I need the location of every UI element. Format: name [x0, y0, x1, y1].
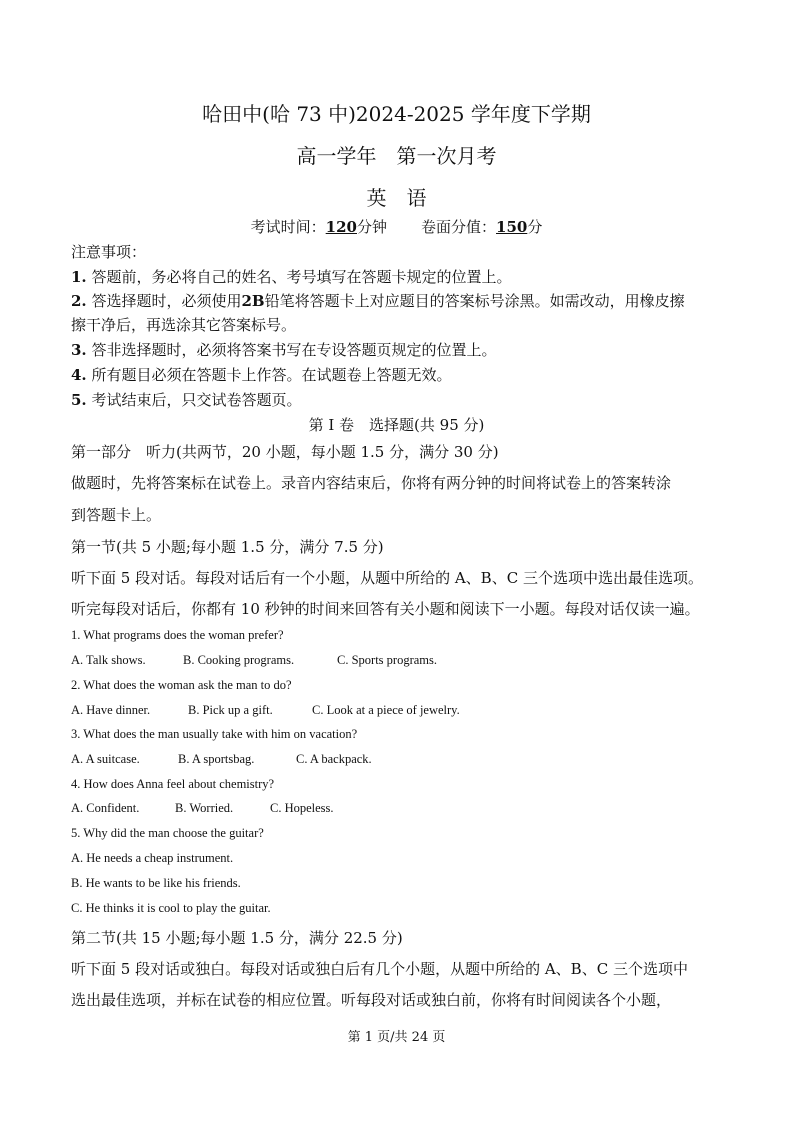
- note-number: 1.: [71, 268, 87, 286]
- question-5-option-c: C. He thinks it is cool to play the guitar.: [71, 901, 271, 915]
- question-3: 3. What does the man usually take with him on vacation?: [71, 727, 358, 741]
- option-a: A. Talk shows.: [71, 653, 146, 667]
- exam-subtitle: 高一学年 第一次月考: [296, 144, 497, 168]
- question-5-option-a: A. He needs a cheap instrument.: [71, 851, 234, 865]
- section1-instruction-cont: 听完每段对话后，你都有 10 秒钟的时间来回答有关小题和阅读下一小题。每段对话仅读一遍。: [71, 600, 700, 618]
- note-number: 4.: [71, 366, 87, 384]
- option-b: B. Worried.: [175, 801, 234, 815]
- subject-title: 英 语: [366, 186, 427, 210]
- option-a: A. Confident.: [71, 801, 140, 815]
- question-3-options: [71, 752, 372, 767]
- score-label: 卷面分值：: [421, 218, 497, 236]
- option-a: A. Have dinner.: [71, 703, 151, 717]
- section2-heading: 第二节(共 15 小题;每小题 1.5 分，满分 22.5 分): [71, 929, 403, 947]
- time-unit: 分钟: [356, 218, 387, 236]
- time-label: 考试时间：: [250, 218, 326, 236]
- note-bold: 2B: [241, 292, 265, 310]
- notes-heading: 注意事项：: [71, 243, 147, 261]
- note-item-5: [71, 389, 301, 410]
- option-b: B. A sportsbag.: [178, 752, 255, 766]
- question-4: 4. How does Anna feel about chemistry?: [71, 777, 275, 791]
- volume-heading: 第 I 卷 选择题(共 95 分): [308, 416, 485, 434]
- note-item-2: [71, 290, 685, 311]
- note-number: 5.: [71, 391, 87, 409]
- exam-title: 哈田中(哈 73 中)2024-2025 学年度下学期: [202, 102, 591, 126]
- option-c: C. Hopeless.: [270, 801, 334, 815]
- question-1-options: [71, 653, 437, 668]
- question-5-option-b: B. He wants to be like his friends.: [71, 876, 241, 890]
- option-c: C. A backpack.: [296, 752, 372, 766]
- question-1: 1. What programs does the woman prefer?: [71, 628, 284, 642]
- note-item-3: [71, 339, 496, 360]
- question-5: 5. Why did the man choose the guitar?: [71, 826, 264, 840]
- page-footer: 第 1 页/共 24 页: [347, 1030, 446, 1045]
- note-text: 答题前，务必将自己的姓名、考号填写在答题卡规定的位置上。: [91, 268, 512, 286]
- part1-instruction-cont: 到答题卡上。: [71, 506, 162, 524]
- note-text: 答选择题时，必须使用: [91, 292, 242, 310]
- option-b: B. Cooking programs.: [183, 653, 295, 667]
- note-item-1: [71, 266, 511, 287]
- exam-info: [0, 216, 793, 237]
- note-number: 3.: [71, 341, 87, 359]
- question-2-options: [71, 703, 460, 718]
- option-c: C. Look at a piece of jewelry.: [312, 703, 460, 717]
- note-number: 2.: [71, 292, 87, 310]
- option-a: A. A suitcase.: [71, 752, 140, 766]
- option-b: B. Pick up a gift.: [188, 703, 273, 717]
- part1-heading: 第一部分 听力(共两节，20 小题，每小题 1.5 分，满分 30 分): [71, 443, 499, 461]
- note-text: 答非选择题时，必须将答案书写在专设答题页规定的位置上。: [91, 341, 497, 359]
- note-text: 所有题目必须在答题卡上作答。在试题卷上答题无效。: [91, 366, 452, 384]
- question-4-options: [71, 801, 334, 816]
- note-item-2-cont: 擦干净后，再选涂其它答案标号。: [71, 316, 297, 334]
- note-text: 考试结束后，只交试卷答题页。: [91, 391, 302, 409]
- option-c: C. Sports programs.: [337, 653, 437, 667]
- note-item-4: [71, 364, 451, 385]
- note-text: 铅笔将答题卡上对应题目的答案标号涂黑。如需改动，用橡皮擦: [264, 292, 685, 310]
- part1-instruction: 做题时，先将答案标在试卷上。录音内容结束后，你将有两分钟的时间将试卷上的答案转涂: [71, 474, 672, 492]
- score-unit: 分: [527, 218, 543, 236]
- section2-instruction: 听下面 5 段对话或独白。每段对话或独白后有几个小题，从题中所给的 A、B、C 三个选项中: [71, 960, 688, 978]
- section2-instruction-cont: 选出最佳选项，并标在试卷的相应位置。听每段对话或独白前，你将有时间阅读各个小题，: [71, 991, 672, 1009]
- time-value: 120: [325, 218, 357, 236]
- score-value: 150: [496, 218, 528, 236]
- section1-instruction: 听下面 5 段对话。每段对话后有一个小题，从题中所给的 A、B、C 三个选项中选出最佳选项。: [71, 569, 703, 587]
- section1-heading: 第一节(共 5 小题;每小题 1.5 分，满分 7.5 分): [71, 538, 384, 556]
- question-2: 2. What does the woman ask the man to do?: [71, 678, 292, 692]
